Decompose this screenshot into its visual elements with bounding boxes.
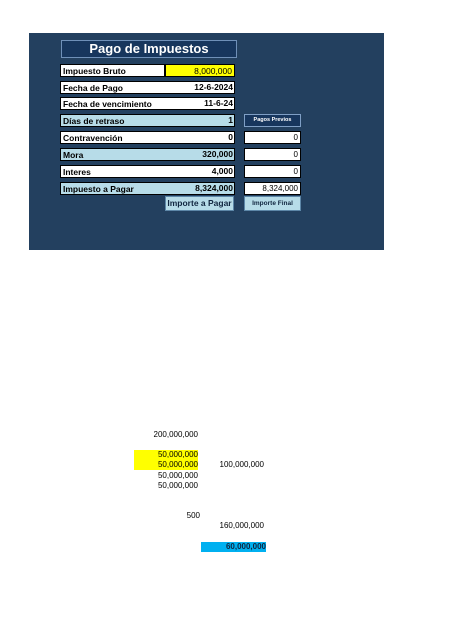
label-fecha-vencimiento: Fecha de vencimiento <box>60 97 235 110</box>
cell-n5: 50,000,000 <box>157 471 198 480</box>
cell-n2: 50,000,000 <box>134 450 198 460</box>
value-interes: 4,000 <box>211 166 233 176</box>
cell-n7: 500 <box>186 511 200 520</box>
cell-n6: 50,000,000 <box>157 481 198 490</box>
value-fecha-pago[interactable]: 12-6-2024 <box>194 82 233 92</box>
side-value-impuesto[interactable]: 8,324,000 <box>244 182 301 195</box>
label-fecha-pago: Fecha de Pago <box>60 81 235 94</box>
form-title: Pago de Impuestos <box>61 40 237 58</box>
cell-n9: 60,000,000 <box>201 542 266 552</box>
value-mora: 320,000 <box>202 149 233 159</box>
label-impuesto-a-pagar: Impuesto a Pagar <box>60 182 235 195</box>
value-impuesto-a-pagar: 8,324,000 <box>195 183 233 193</box>
side-value-interes[interactable]: 0 <box>244 165 301 178</box>
side-value-contravencion[interactable]: 0 <box>244 131 301 144</box>
value-contravencion: 0 <box>228 132 233 142</box>
cell-n1: 200,000,000 <box>153 430 198 439</box>
label-contravencion: Contravención <box>60 131 235 144</box>
cell-n8: 160,000,000 <box>219 521 264 530</box>
label-impuesto-bruto: Impuesto Bruto <box>60 64 165 77</box>
pagos-previos-button[interactable]: Pagos Previos <box>244 114 301 127</box>
value-dias-retraso: 1 <box>228 115 233 125</box>
input-impuesto-bruto[interactable]: 8,000,000 <box>165 64 235 77</box>
label-dias-retraso: Días de retraso <box>60 114 235 127</box>
side-value-mora[interactable]: 0 <box>244 148 301 161</box>
cell-n4: 100,000,000 <box>219 460 264 469</box>
importe-final-button[interactable]: Importe Final <box>244 196 301 211</box>
importe-a-pagar-button[interactable]: Importe a Pagar <box>165 196 234 211</box>
value-fecha-vencimiento[interactable]: 11-6-24 <box>204 98 233 108</box>
label-mora: Mora <box>60 148 235 161</box>
label-interes: Interes <box>60 165 235 178</box>
cell-n3: 50,000,000 <box>134 460 198 470</box>
